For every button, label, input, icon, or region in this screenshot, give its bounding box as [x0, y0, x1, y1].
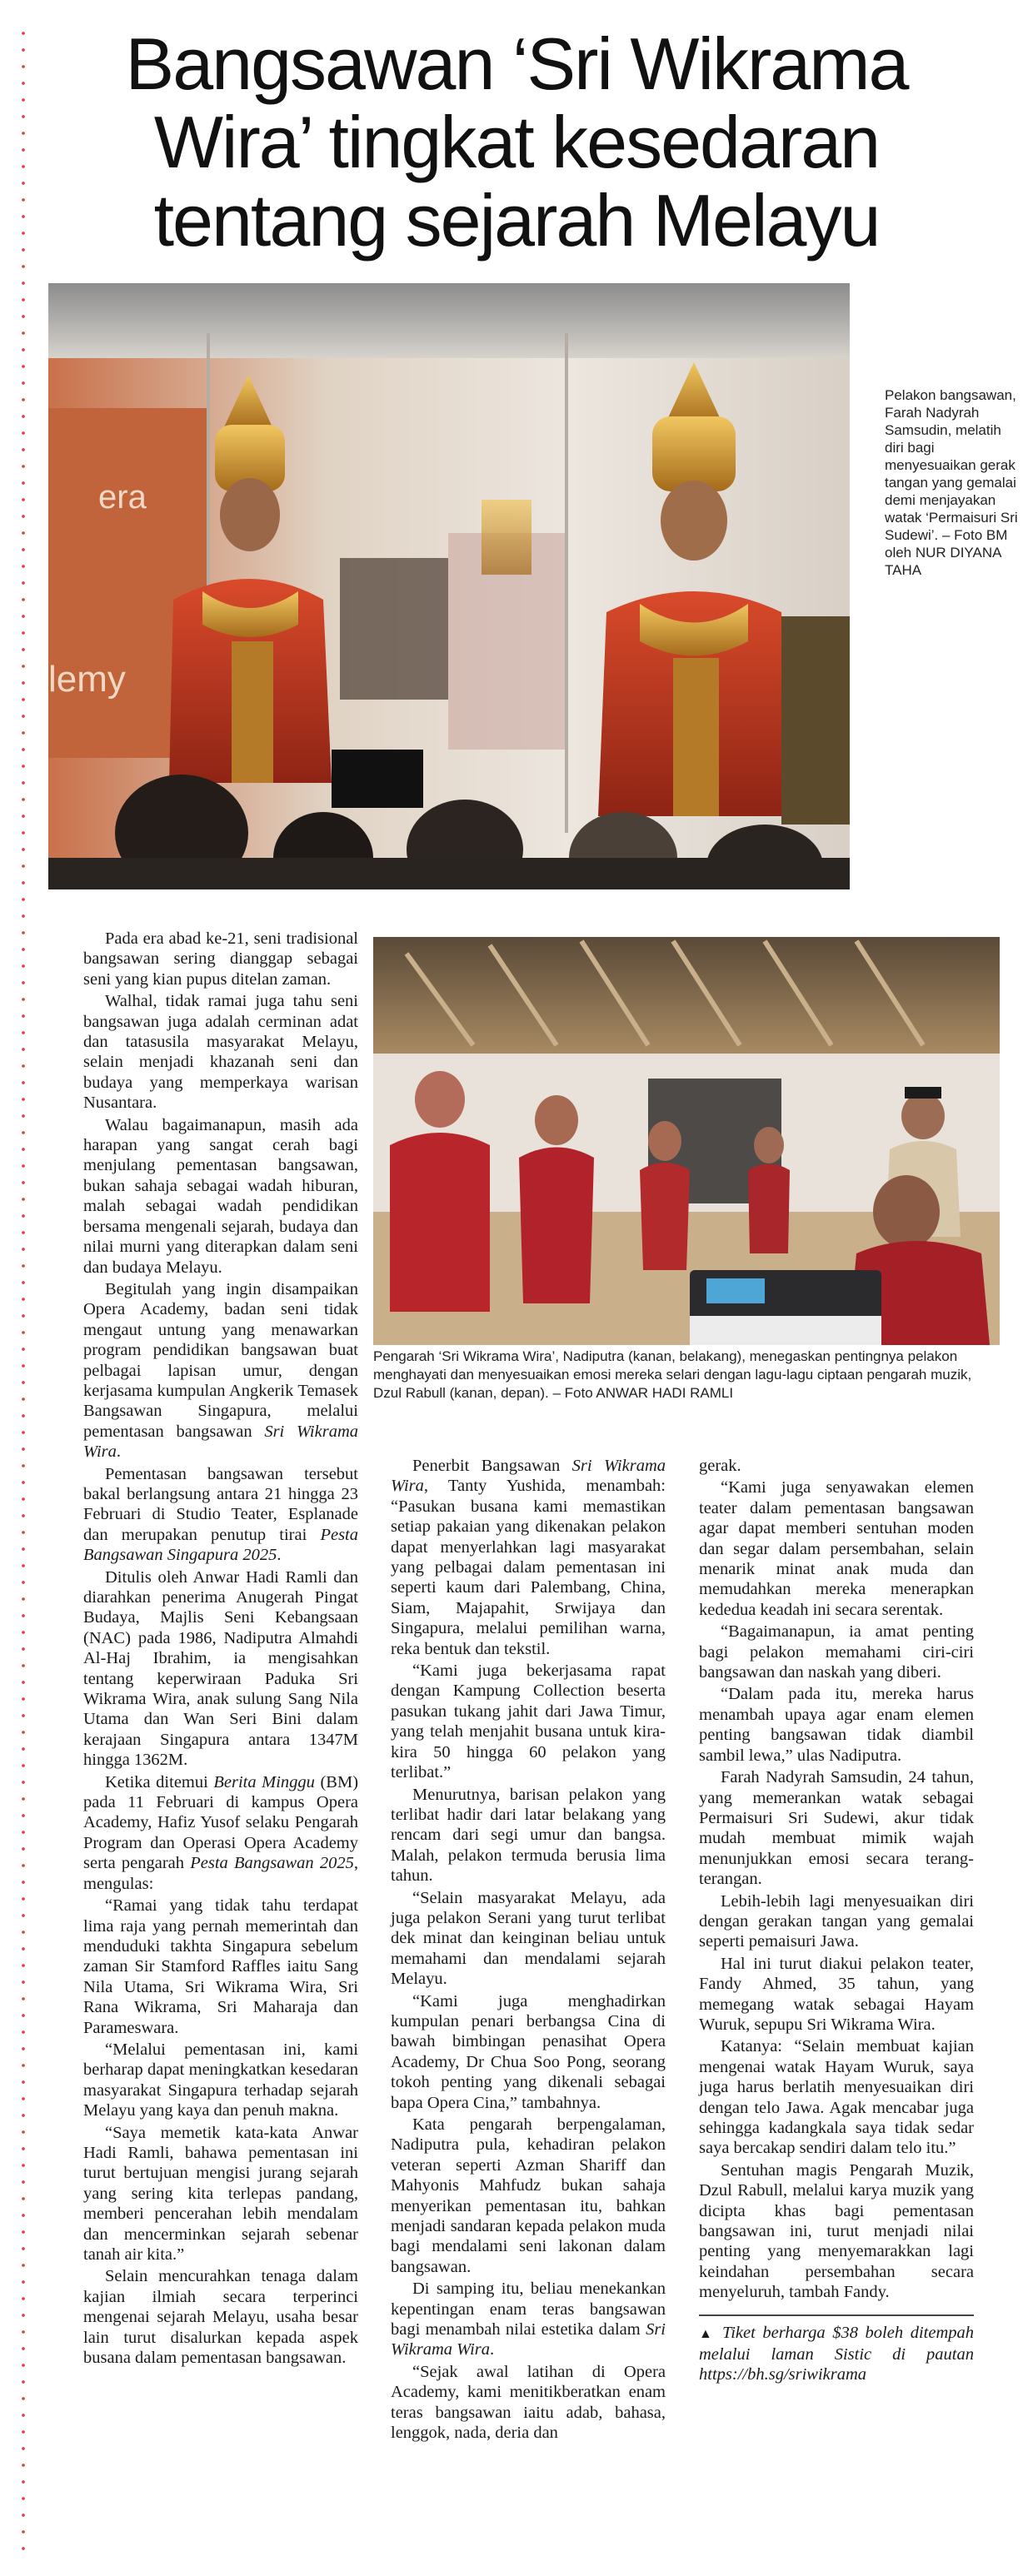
- paragraph: Katanya: “Selain membuat kajian mengenai watak Hayam Wuruk, saya juga harus berlatih menyesuaikan diri dengan telo Jawa. Agak mencabar juga sehingga kadangkala saya tidak sedar saya bercakap sendiri dalam telo itu.”: [699, 2037, 974, 2158]
- paragraph: “Bagaimanapun, ia amat penting bagi pelakon memahami ciri-ciri bangsawan dan naskah yang diberi.: [699, 1622, 974, 1682]
- paragraph: “Kami juga bekerjasama rapat dengan Kampung Collection beserta pasukan tukang jahit dari Jawa Timur, yang telah menjahit busana untuk kira-kira 50 hingga 60 pelakon yang terlibat.”: [391, 1662, 666, 1782]
- paragraph-text: Pementasan bangsawan tersebut bakal berlangsung antara 21 hingga 23 Februari di Studio Teater, Esplanade dan merupakan penutup tirai: [83, 1464, 358, 1544]
- body-column-1: [83, 929, 358, 2369]
- paragraph: “Sejak awal latihan di Opera Academy, kami menitikberatkan enam teras bangsawan iaitu adab, bahasa, lenggok, nada, deria dan: [391, 2362, 666, 2443]
- paragraph: Pementasan bangsawan tersebut bakal berlangsung antara 21 hingga 23 Februari di Studio Teater, Esplanade dan merupakan penutup tirai Pesta Bangsawan Singapura 2025.: [83, 1464, 358, 1565]
- production-title: Sri Wikrama Wira: [83, 1422, 358, 1462]
- headline-line-3: tentang sejarah Melayu: [153, 179, 880, 262]
- paragraph: Kata pengarah berpengalaman, Nadiputra pula, kehadiran pelakon veteran seperti Azman Shariff dan Mahyonis Mahfudz bukan sahaja menyerikan pementasan itu, bahkan menjadi sandaran kepada pelakon muda bagi mendalami seni lakonan dalam bangsawan.: [391, 2115, 666, 2276]
- paragraph: [83, 1772, 358, 1894]
- production-title: Sri Wikrama Wira: [391, 1457, 666, 1496]
- paragraph: Selain mencurahkan tenaga dalam kajian ilmiah secara terperinci mengenai sejarah Melayu, usaha besar lain turut disalurkan kepada aspek busana dalam pementasan bangsawan.: [83, 2267, 358, 2368]
- triangle-bullet-icon: ▲: [699, 2326, 716, 2341]
- paragraph: Walau bagaimanapun, masih ada harapan yang sangat cerah bagi menjulang pementasan bangsawan, bukan sahaja sebagai wadah hiburan, malah sebagai wadah pendidikan bersama mengenali sejarah, budaya dan nilai murni yang diterapkan dalam seni dan budaya Melayu.: [83, 1115, 358, 1277]
- body-column-3: [699, 1456, 974, 2387]
- paragraph-text: (BM) pada 11 Februari di kampus Opera Academy, Hafiz Yusof selaku Pengarah Program dan Operasi Opera Academy serta pengarah: [83, 1772, 359, 1873]
- photo-caption-1: Pelakon bangsawan, Farah Nadyrah Samsudin, melatih diri bagi menyesuaikan gerak tangan yang gemalai demi menjayakan watak ‘Permaisuri Sri Sudewi’. – Foto BM oleh NUR DIYANA TAHA: [885, 387, 1018, 578]
- ticket-note: [699, 2323, 974, 2385]
- paragraph: “Kami juga senyawakan elemen teater dalam pementasan bangsawan agar dapat memberi sentuhan moden dan segar dalam persembahan, selain menarik minat anak muda dan memudahkan mereka menerapkan kededua keadah ini secara serentak.: [699, 1478, 974, 1619]
- production-title: Sri Wikrama Wira: [391, 2320, 666, 2359]
- wall-text-bottom: lemy: [48, 659, 126, 700]
- headline-line-1: Bangsawan ‘Sri Wikrama: [125, 22, 908, 105]
- paragraph: Di samping itu, beliau menekankan kepentingan enam teras bangsawan bagi menambah nilai estetika dalam Sri Wikrama Wira.: [391, 2280, 666, 2359]
- headline: [58, 22, 975, 262]
- paragraph: Sentuhan magis Pengarah Muzik, Dzul Rabull, melalui karya muzik yang dicipta khas bagi pementasan bangsawan ini, turut menjadi nilai penting yang menyemarakkan lagi keindahan persembahan secara menyeluruh, tambah Fandy.: [699, 2160, 974, 2302]
- wall-text-top: era: [98, 479, 147, 516]
- dotted-margin-border: [22, 25, 25, 2557]
- festival-title: Pesta Bangsawan 2025: [190, 1854, 354, 1873]
- photo-director-rehearsal: [373, 937, 1000, 1345]
- paragraph: “Selain masyarakat Melayu, ada juga pelakon Serani yang turut terlibat dek minat dan keinginan beliau untuk memahami dan mendalami sejarah Melayu.: [391, 1888, 666, 1989]
- photo-performers-rehearsal: [48, 283, 850, 889]
- paragraph-text: Penerbit Bangsawan: [412, 1457, 561, 1475]
- body-column-2: [391, 1456, 666, 2445]
- photo-caption-2: Pengarah ‘Sri Wikrama Wira’, Nadiputra (kanan, belakang), menegaskan pentingnya pelakon menghayati dan menyesuaikan emosi mereka selari dengan lagu-lagu ciptaan pengarah muzik, Dzul Rabull (kanan, depan). – Foto ANWAR HADI RAMLI: [373, 1348, 972, 1401]
- paragraph: “Kami juga menghadirkan kumpulan penari berbangsa Cina di bawah bimbingan penasihat Opera Academy, Dr Chua Soo Pong, seorang tokoh penting yang dikenali sebagai bapa Opera Cina,” tambahnya.: [391, 1991, 666, 2112]
- paragraph: gerak.: [699, 1457, 741, 1475]
- headline-line-2: Wira’ tingkat kesedaran: [153, 101, 880, 183]
- paragraph: “Melalui pementasan ini, kami berharap dapat meningkatkan kesedaran masyarakat Singapura terhadap sejarah Melayu yang kaya dan penuh makna.: [83, 2040, 358, 2120]
- paragraph: “Saya memetik kata-kata Anwar Hadi Ramli, bahawa pementasan ini turut bertujuan mengisi jurang sejarah yang sering kita terlepas pandang, memberi pencerahan lebih mendalam dan mencerminkan sejarah sebenar tanah air kita.”: [83, 2123, 358, 2264]
- paragraph-text: Ketika ditemui: [105, 1772, 208, 1791]
- paragraph: Hal ini turut diakui pelakon teater, Fandy Ahmed, 35 tahun, yang memegang watak sebagai Hayam Wuruk, sepupu Sri Wikrama Wira.: [699, 1954, 974, 2034]
- paragraph: Lebih-lebih lagi menyesuaikan diri dengan gerakan tangan yang gemalai seperti pemaisuri Jawa.: [699, 1891, 974, 1951]
- paragraph: Walhal, tidak ramai juga tahu seni bangsawan juga adalah cerminan adat dan tatasusila masyarakat Melayu, selain menjadi khazanah seni dan budaya yang memperkaya warisan Nusantara.: [83, 992, 358, 1113]
- festival-title: Pesta Bangsawan Singapura 2025: [83, 1525, 358, 1565]
- paragraph-text: Begitulah yang ingin disampaikan Opera Academy, badan seni tidak mengaut untung yang menawarkan program pendidikan bangsawan buat pelbagai lapisan umur, dengan kerjasama kumpulan Angkerik Temasek Bangsawan Singapura, melalui pementasan bangsawan: [83, 1279, 358, 1441]
- paragraph: [391, 1456, 666, 1659]
- paragraph-text: , Tanty Yushida, menambah: “Pasukan busana kami memastikan setiap pakaian yang dikenakan pelakon dapat menyerlahkan lagi masyarakat yang pelbagai dalam pementasan ini seperti kaum dari Palembang, China, Siam, Majapahit, Srwijaya dan Singapura, melalui pemilihan warna, reka bentuk dan tekstil.: [391, 1477, 666, 1658]
- paragraph: Pada era abad ke-21, seni tradisional bangsawan sering dianggap sebagai seni yang kian pupus ditelan zaman.: [83, 929, 358, 989]
- paragraph-text: , mengulas:: [83, 1854, 359, 1893]
- paragraph: Ditulis oleh Anwar Hadi Ramli dan diarahkan penerima Anugerah Pingat Budaya, Majlis Seni Kebangsaan (NAC) pada 1986, Nadiputra Almahdi Al-Haj Ibrahim, ia mengisahkan tentang keperwiraan Paduka Sri Wikrama Wira, anak sulung Sang Nila Utama dan Wan Seri Bini dalam kerajaan Singapura antara 1347M hingga 1362M.: [83, 1567, 358, 1770]
- paragraph: Begitulah yang ingin disampaikan Opera Academy, badan seni tidak mengaut untung yang menawarkan program pendidikan bangsawan buat pelbagai lapisan umur, dengan kerjasama kumpulan Angkerik Temasek Bangsawan Singapura, melalui pementasan bangsawan Sri Wikrama Wira.: [83, 1279, 358, 1462]
- ticket-note-divider: [699, 2314, 974, 2316]
- ticket-note-text: Tiket berharga $38 boleh ditempah melalui laman Sistic di pautan https://bh.sg/sriwikrama: [699, 2323, 974, 2384]
- paragraph-text: Di samping itu, beliau menekankan kepentingan enam teras bangsawan bagi menambah nilai estetika dalam: [391, 2280, 666, 2339]
- paragraph: “Ramai yang tidak tahu terdapat lima raja yang pernah memerintah dan menduduki takhta Singapura sebelum zaman Sir Stamford Raffles iaitu Sang Nila Utama, Sri Wikrama Wira, Sri Rana Wikrama, Sri Maharaja dan Parameswara.: [83, 1896, 358, 2037]
- paragraph: Farah Nadyrah Samsudin, 24 tahun, yang memerankan watak sebagai Permaisuri Sri Sudewi, akur tidak mudah membuat mimik wajah menunjukkan emosi secara terang-terangan.: [699, 1768, 974, 1889]
- paragraph: Menurutnya, barisan pelakon yang terlibat hadir dari latar belakang yang rencam dari segi umur dan bangsa. Malah, pelakon termuda berusia lima tahun.: [391, 1785, 666, 1886]
- paragraph: “Dalam pada itu, mereka harus menambah upaya agar enam elemen penting bangsawan tidak diambil sambil lewa,” ulas Nadiputra.: [699, 1685, 974, 1765]
- newspaper-title: Berita Minggu: [213, 1772, 315, 1791]
